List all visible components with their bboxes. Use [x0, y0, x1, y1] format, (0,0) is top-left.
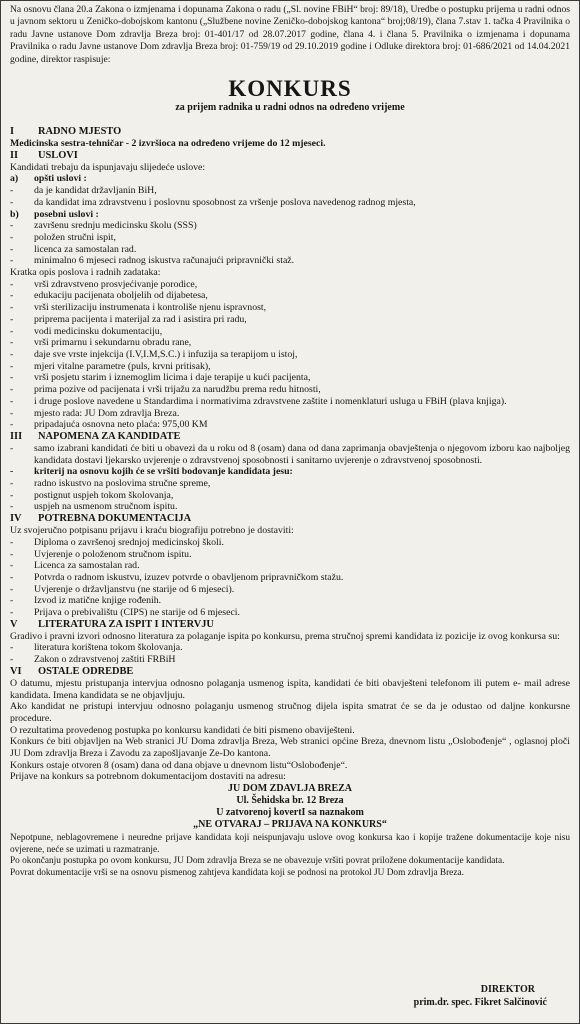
section-number: II	[10, 149, 19, 161]
list-item: - minimalno 6 mjeseci radnog iskustva računajući pripravnički staž.	[10, 255, 295, 267]
list-item: - samo izabrani kandidati će biti u obavezi da u roku od 8 (osam) dana od dana zaprimanja obavještenja o njegovom izboru kao najboljeg kandidata dostavi ljekarsko uvjerenje o zdravstvenoj sposobnosti i sanitarno uvjerenje o zdravstvenoj sposobnosti.	[10, 442, 570, 466]
list-item: - radno iskustvo na poslovima stručne spreme,	[10, 478, 211, 490]
section-4-heading	[10, 513, 570, 525]
provision-paragraph: Konkurs će biti objavljen na Web stranici JU Doma zdravlja Breza, Web stranici općine Breza, dnevnom listu „Oslobođenje“ , oglasnoj ploči JU Dom zdravlja Breza i Zavodu za zapošljavanje Ze-Do kantona.	[10, 736, 570, 760]
list-item: - edukaciju pacijenata oboljelih od dijabetesa,	[10, 290, 208, 302]
list-item: - Prijava o prebivalištu (CIPS) ne starije od 6 mjeseci.	[10, 607, 240, 619]
list-item: - priprema pacijenta i materijal za rad i asistira pri radu,	[10, 313, 247, 325]
documents-lead: Uz svojeručno potpisanu prijavu i kraću biografiju potrebno je dostaviti:	[10, 525, 294, 537]
provision-paragraph: Ako kandidat ne pristupi intervjuu odnosno polaganju usmenog stručnog dijela ispita smatrat će se da je odustao od daljne konkursne procedure.	[10, 701, 570, 724]
intro-paragraph: Na osnovu člana 20.a Zakona o izmjenama i dopunama Zakona o radu („Sl. novine FBiH“ broj: 89/18), Uredbe o postupku prijema u radni odnos u javnom sektoru u Zeničko-dobojskom kantonu („Službene novine Zeničko-dobojskog kantona“ broj;08/19), člana 7.stav 1. tačka 4 Pravilnika o radu Javne ustanove Dom zdravlja Breza broj: 01-401/17 od 28.07.2017 godine, člana 4. i člana 5. Pravilnika o izmjenama i dopunama Pravilnika o radu Javne ustanove Dom zdravlja Breza broj: 01-759/19 od 29.10.2019 godine i Odluke direktora broj: 01-686/2021 od 14.04.2021 godine, direktor raspisuje:	[10, 4, 570, 65]
section-2-heading	[10, 150, 570, 162]
signature-name: prim.dr. spec. Fikret Salčinović	[413, 997, 547, 1008]
section-1-heading	[10, 126, 570, 138]
address-envelope-note: U zatvorenoj kovertI sa naznakom	[216, 806, 364, 818]
criteria-heading: - kriterij na osnovu kojih će se vršiti bodovanje kandidata jesu:	[10, 466, 293, 478]
signature-role: DIREKTOR	[480, 984, 535, 995]
literature-lead: Gradivo i pravni izvori odnosno literatura za polaganje ispita po konkursu, prema stručnoj spremi kandidata iz pozicije iz ovog konkursa su:	[10, 630, 560, 642]
list-item: - Licenca za samostalan rad.	[10, 560, 140, 572]
list-item: - vrši sterilizaciju instrumenata i kontroliše njenu ispravnost,	[10, 302, 267, 314]
list-item: - vrši primarnu i sekundarnu obradu rane,	[10, 337, 192, 349]
signature-block	[414, 983, 547, 1009]
section-title: OSTALE ODREDBE	[38, 665, 134, 677]
section-number: V	[10, 618, 18, 630]
list-item: - položen stručni ispit,	[10, 231, 116, 243]
closing-paragraph: Nepotpune, neblagovremene i neuredne prijave kandidata koji neispunjavaju uslove ovog konkursa kao i kopije tražene dokumentacije koje nisu ovjerene, neće se uzimati u razmatranje.	[10, 833, 570, 855]
list-item: - literatura korištena tokom školovanja.	[10, 642, 183, 654]
list-item: - prima pozive od pacijenata i vrši trijažu za narudžbu prema redu hitnosti,	[10, 384, 321, 396]
section-6-heading	[10, 666, 570, 678]
provision-paragraph: Konkurs ostaje otvoren 8 (osam) dana od dana objave u dnevnom listu“Oslobođenje“.	[10, 759, 348, 771]
list-item: - uspjeh na usmenom stručnom ispitu.	[10, 501, 178, 513]
position-line: Medicinska sestra-tehničar - 2 izvršioca na određeno vrijeme do 12 mjeseci.	[10, 138, 326, 150]
address-envelope-label: „NE OTVARAJ – PRIJAVA NA KONKURS“	[193, 818, 387, 830]
list-item: - da kandidat ima zdravstvenu i poslovnu sposobnost za vršenje poslova navedenog radnog mjesta,	[10, 196, 416, 208]
section-number: III	[10, 430, 23, 442]
list-item: - Zakon o zdravstvenoj zaštiti FRBiH	[10, 654, 176, 666]
list-item: - licenca za samostalan rad.	[10, 243, 137, 255]
section-number: VI	[10, 665, 22, 677]
duties-lead: Kratka opis poslova i radnih zadataka:	[10, 267, 161, 279]
section-5-heading	[10, 619, 570, 631]
provision-paragraph: O datumu, mjestu pristupanja intervjua odnosno polaganja usmenog ispita, kandidati će biti obavješteni telefonom ili putem e- mail adrese kandidata. Imena kandidata se ne objavljuju.	[10, 677, 570, 701]
list-item: - pripadajuća osnovna neto plaća: 975,00 KM	[10, 419, 208, 431]
section-number: IV	[10, 513, 22, 525]
list-item: - završenu srednju medicinsku školu (SSS)	[10, 220, 197, 232]
address-street: Ul. Šehidska br. 12 Breza	[236, 794, 344, 806]
list-item: - mjeri vitalne parametre (puls, krvni pritisak),	[10, 360, 211, 372]
general-conditions-heading: a) opšti uslovi :	[10, 173, 87, 185]
conditions-lead: Kandidati trebaju da ispunjavaju slijedeće uslove:	[10, 161, 206, 173]
document-title: KONKURS	[228, 76, 352, 102]
section-title: USLOVI	[38, 149, 78, 161]
list-item: - da je kandidat državljanin BiH,	[10, 185, 157, 197]
list-item: - Izvod iz matične knjige rođenih.	[10, 595, 162, 607]
list-item: - vrši zdravstveno prosvjećivanje porodice,	[10, 278, 198, 290]
list-item: - mjesto rada: JU Dom zdravlja Breza.	[10, 407, 180, 419]
list-item: - Uvjerenje o državljanstvu (ne starije od 6 mjeseci).	[10, 583, 235, 595]
section-title: RADNO MJESTO	[38, 126, 122, 138]
closing-paragraph: Po okončanju postupka po ovom konkursu, JU Dom zdravlja Breza se ne obavezuje vršiti povrat priložene dokumentacije kandidata.	[10, 856, 505, 867]
list-item: - vrši posjetu starim i iznemoglim licima i daje terapije u kući pacijenta,	[10, 372, 311, 384]
list-item: - i druge poslove navedene u Standardima i normativima zdravstvene zaštite i nomenklaturi usluga u FBiH (plava knjiga).	[10, 395, 507, 407]
section-title: POTREBNA DOKUMENTACIJA	[38, 513, 192, 525]
list-item: - Diploma o završenoj srednjoj medicinskoj školi.	[10, 536, 224, 548]
list-item: - postignut uspjeh tokom školovanja,	[10, 489, 174, 501]
list-item: - Potvrda o radnom iskustvu, izuzev potvrde o obavljenom pripravničkom stažu.	[10, 571, 344, 583]
list-item: - vodi medicinsku dokumentaciju,	[10, 325, 163, 337]
list-item: - daje sve vrste injekcija (I.V,I.M,S.C.) i infuzija sa terapijom u istoj,	[10, 348, 298, 360]
section-title: NAPOMENA ZA KANDIDATE	[38, 430, 181, 442]
section-3-heading	[10, 431, 570, 443]
closing-paragraph: Povrat dokumentacije vrši se na osnovu pismenog zahtjeva kandidata koji se podnosi na protokol JU Dom zdravlja Breza.	[10, 867, 464, 878]
document-subtitle: za prijem radnika u radni odnos na određeno vrijeme	[175, 102, 405, 114]
special-conditions-heading: b) posebni uslovi :	[10, 208, 99, 220]
address-name: JU DOM ZDAVLJA BREZA	[228, 783, 352, 795]
list-item: - Uvjerenje o položenom stručnom ispitu.	[10, 548, 192, 560]
provision-paragraph: O rezultatima provedenog postupka po konkursu kandidati će biti pismeno obaviješteni.	[10, 724, 355, 736]
section-title: LITERATURA ZA ISPIT I INTERVJU	[38, 618, 214, 630]
section-number: I	[10, 126, 15, 138]
provision-paragraph: Prijave na konkurs sa potrebnom dokumentacijom dostaviti na adresu:	[10, 771, 286, 783]
